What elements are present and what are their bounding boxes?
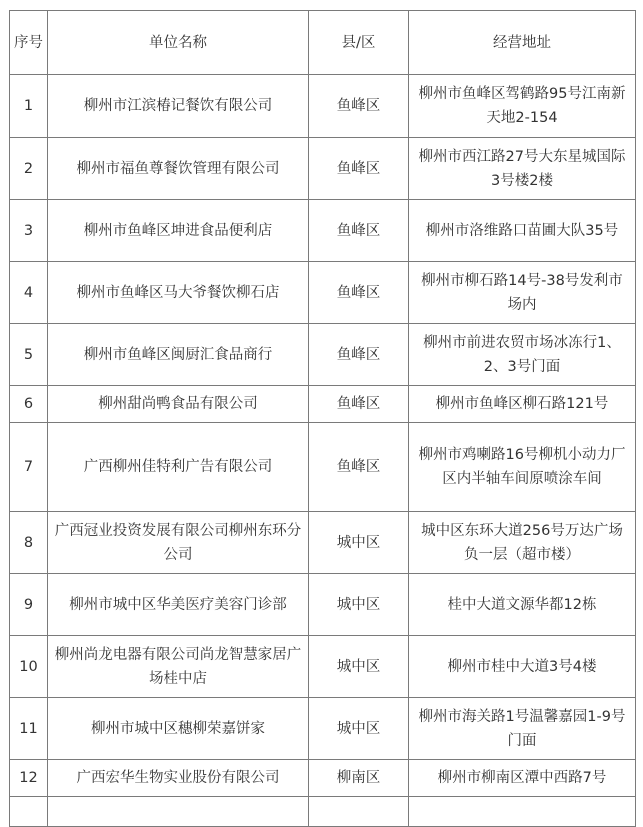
row-business-name: 广西宏华生物实业股份有限公司 [48,760,309,797]
row-district: 城中区 [309,698,409,760]
row-address: 柳州市柳石路14号-38号发利市场内 [409,262,636,324]
row-number: 7 [10,423,48,512]
row-district: 鱼峰区 [309,423,409,512]
row-number: 4 [10,262,48,324]
row-address: 柳州市鸡喇路16号柳机小动力厂区内半轴车间原喷涂车间 [409,423,636,512]
row-district: 鱼峰区 [309,138,409,200]
row-number: 12 [10,760,48,797]
row-number: 9 [10,574,48,636]
row-address: 柳州市柳南区潭中西路7号 [409,760,636,797]
table-row [10,262,636,324]
header-no: 序号 [10,11,48,75]
row-district: 城中区 [309,512,409,574]
table-row [10,386,636,423]
row-number [10,797,48,827]
row-number: 1 [10,75,48,138]
table-row [10,636,636,698]
row-address: 柳州市海关路1号温馨嘉园1-9号门面 [409,698,636,760]
row-business-name: 柳州市城中区穗柳荣嘉饼家 [48,698,309,760]
row-business-name: 柳州市江滨椿记餐饮有限公司 [48,75,309,138]
row-address: 柳州市鱼峰区驾鹤路95号江南新天地2-154 [409,75,636,138]
row-business-name: 柳州市鱼峰区坤进食品便利店 [48,200,309,262]
table-row [10,200,636,262]
row-district: 鱼峰区 [309,324,409,386]
table-row-cutoff [10,797,636,827]
row-address: 桂中大道文源华都12栋 [409,574,636,636]
header-address: 经营地址 [409,11,636,75]
row-business-name: 柳州市福鱼尊餐饮管理有限公司 [48,138,309,200]
row-number: 5 [10,324,48,386]
row-address: 柳州市西江路27号大东星城国际3号楼2楼 [409,138,636,200]
business-listing-table [9,10,636,827]
row-business-name: 柳州市城中区华美医疗美容门诊部 [48,574,309,636]
row-address: 城中区东环大道256号万达广场负一层（超市楼） [409,512,636,574]
row-business-name: 柳州甜尚鸭食品有限公司 [48,386,309,423]
row-district: 城中区 [309,636,409,698]
table-row [10,75,636,138]
table-row [10,324,636,386]
row-district: 鱼峰区 [309,75,409,138]
table-row [10,698,636,760]
table-body [10,11,636,827]
row-district: 鱼峰区 [309,200,409,262]
table-row [10,760,636,797]
row-district: 鱼峰区 [309,386,409,423]
row-district: 柳南区 [309,760,409,797]
header-district: 县/区 [309,11,409,75]
row-business-name: 广西冠业投资发展有限公司柳州东环分公司 [48,512,309,574]
row-number: 3 [10,200,48,262]
row-address [409,797,636,827]
header-name: 单位名称 [48,11,309,75]
table-header-row [10,11,636,75]
row-number: 6 [10,386,48,423]
row-business-name: 柳州市鱼峰区马大爷餐饮柳石店 [48,262,309,324]
row-address: 柳州市桂中大道3号4楼 [409,636,636,698]
table-row [10,574,636,636]
row-business-name: 柳州市鱼峰区闽厨汇食品商行 [48,324,309,386]
row-district [309,797,409,827]
row-business-name: 广西柳州佳特利广告有限公司 [48,423,309,512]
table-row [10,138,636,200]
row-number: 2 [10,138,48,200]
row-address: 柳州市鱼峰区柳石路121号 [409,386,636,423]
table-row [10,423,636,512]
row-district: 鱼峰区 [309,262,409,324]
row-address: 柳州市前进农贸市场冰冻行1、2、3号门面 [409,324,636,386]
row-address: 柳州市洛维路口苗圃大队35号 [409,200,636,262]
row-number: 10 [10,636,48,698]
row-business-name: 柳州尚龙电器有限公司尚龙智慧家居广场桂中店 [48,636,309,698]
row-business-name [48,797,309,827]
row-number: 8 [10,512,48,574]
table-row [10,512,636,574]
row-district: 城中区 [309,574,409,636]
row-number: 11 [10,698,48,760]
